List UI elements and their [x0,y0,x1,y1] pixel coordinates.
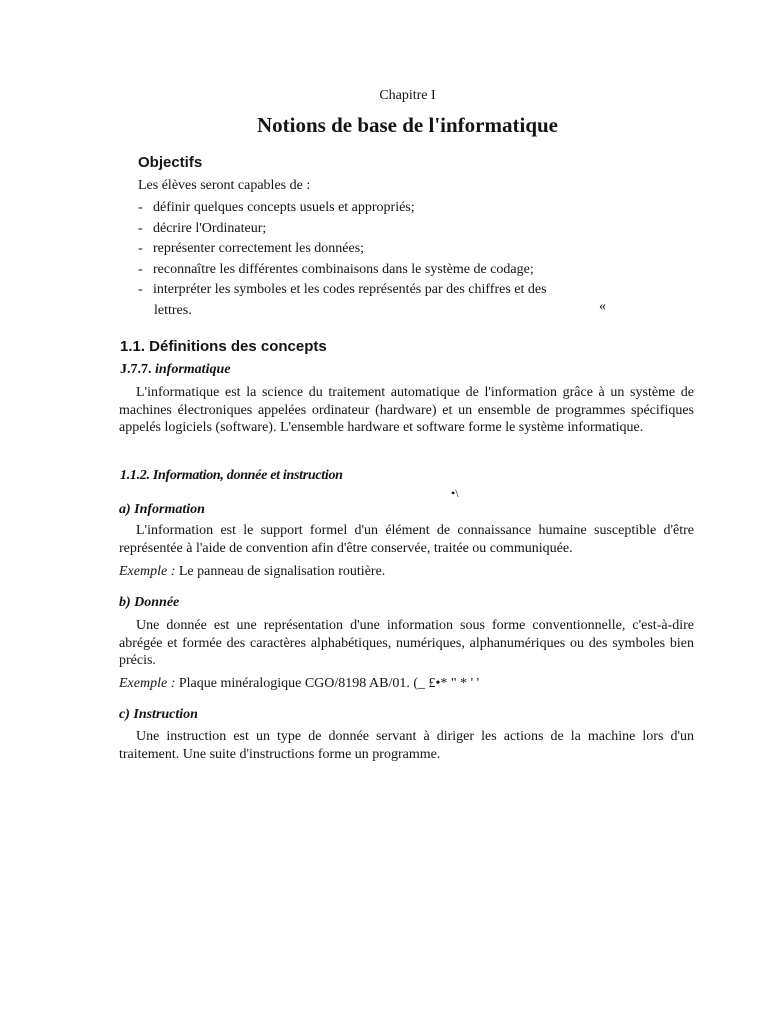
list-item: - représenter correctement les données; [138,241,365,256]
example-label: Exemple : [119,676,176,691]
list-item: - reconnaître les différentes combinaisons dans le système de codage; [138,261,534,277]
item-heading-information: a) Information [119,502,205,517]
chapter-label: Chapitre I [379,88,436,103]
donnee-example [119,676,479,692]
objectifs-list [138,198,698,321]
example-noise: (_ £•* " * ' ' [413,676,480,691]
example-text: Le panneau de signalisation routière. [178,564,386,579]
subsection-heading-informatique [120,362,230,378]
stray-mark: •\ [451,486,459,500]
example-text: Plaque minéralogique CGO/8198 AB/01. [178,676,410,691]
example-label: Exemple : [119,564,176,579]
subsection-number: J.7.7. [120,362,152,377]
list-item: - interpréter les symboles et les codes représentés par des chiffres et des lettres. [138,280,698,321]
stray-mark: « [599,299,606,314]
list-item: - définir quelques concepts usuels et appropriés; [138,200,415,215]
section-heading: 1.1. Définitions des concepts [120,338,327,355]
page-title: Notions de base de l'informatique [256,113,558,137]
objectifs-intro: Les élèves seront capables de : [138,178,311,193]
information-example [119,564,385,580]
information-paragraph: L'information est le support formel d'un élément de connaissance humaine susceptible d'être représentée à l'aide de convention afin d'être conservée, traitée ou communiquée. [119,523,694,556]
list-item-continuation: lettres. [154,302,192,318]
subsection-heading-information: 1.1.2. Information, donnée et instruction [120,468,343,483]
item-heading-instruction: c) Instruction [119,707,198,722]
objectifs-heading: Objectifs [138,154,203,171]
subsection-name: informatique [155,362,231,377]
donnee-paragraph: Une donnée est une représentation d'une information sous forme conventionnelle, c'est-à-dire abrégée et formée des caractères alphabétiques, numériques, alphanumériques ou des symboles bien précis. [119,618,694,668]
instruction-paragraph: Une instruction est un type de donnée servant à diriger les actions de la machine lors d'un traitement. Une suite d'instructions forme un programme. [119,729,694,762]
informatique-paragraph: L'informatique est la science du traitement automatique de l'information grâce à un système de machines électroniques appelées ordinateur (hardware) et un ensemble de programmes spécifiques appelés logiciels (software). L'ensemble hardware et software forme le système informatique. [119,385,694,435]
item-heading-donnee: b) Donnée [119,595,180,610]
list-item: - décrire l'Ordinateur; [138,220,267,236]
